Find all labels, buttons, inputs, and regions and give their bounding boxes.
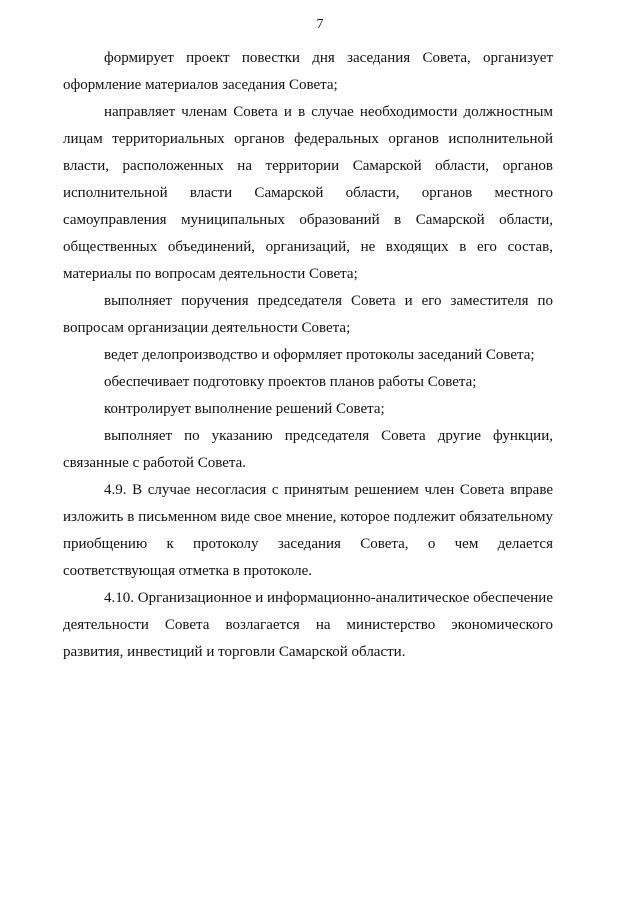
paragraph-work-plans: обеспечивает подготовку проектов планов работы Совета;: [104, 374, 477, 390]
document-body: [63, 45, 553, 666]
page-number: 7: [316, 17, 324, 32]
paragraph-chair-instructions: выполняет поручения председателя Совета и его заместителя по вопросам организации деятельности Совета;: [63, 293, 553, 336]
paragraph-section-4-9: 4.9. В случае несогласия с принятым решением член Совета вправе изложить в письменном виде свое мнение, которое подлежит обязательному приобщению к протоколу заседания Совета, о чем делается соответствующая отметка в протоколе.: [63, 482, 553, 579]
paragraph-decision-control: контролирует выполнение решений Совета;: [104, 401, 385, 417]
paragraph-materials-distribution: направляет членам Совета и в случае необходимости должностным лицам территориальных органов федеральных органов исполнительной власти, расположенных на территории Самарской области, органов исполнительной власти Самарской области, органов местного самоуправления муниципальных образований в Самарской области, общественных объединений, организаций, не входящих в его состав, материалы по вопросам деятельности Совета;: [63, 104, 553, 282]
paragraph-agenda: формирует проект повестки дня заседания Совета, организует оформление материалов заседания Совета;: [63, 50, 553, 93]
paragraph-records-protocols: ведет делопроизводство и оформляет протоколы заседаний Совета;: [104, 347, 535, 363]
paragraph-section-4-10: 4.10. Организационное и информационно-аналитическое обеспечение деятельности Совета возлагается на министерство экономического развития, инвестиций и торговли Самарской области.: [63, 590, 553, 660]
paragraph-other-functions: выполняет по указанию председателя Совета другие функции, связанные с работой Совета.: [63, 428, 553, 471]
